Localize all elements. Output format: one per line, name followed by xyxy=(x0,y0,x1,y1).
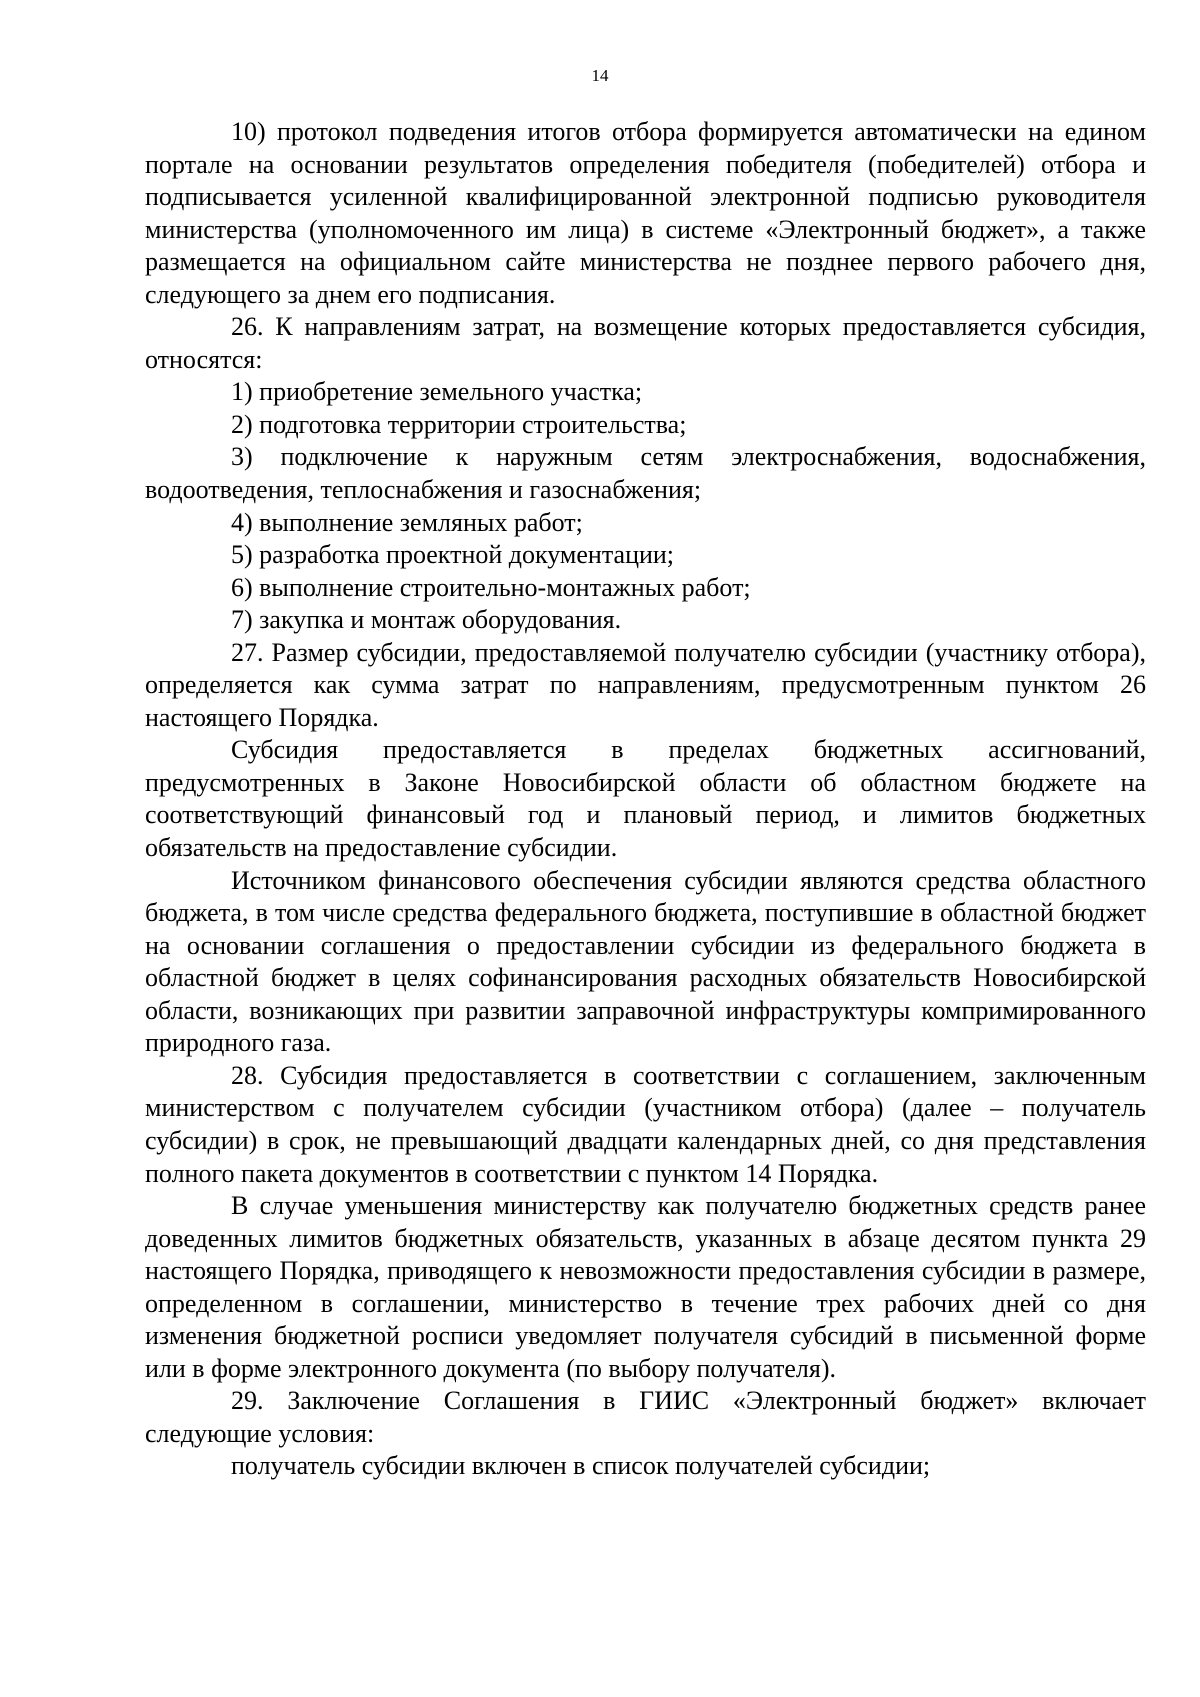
list-item-design-documentation: 5) разработка проектной документации; xyxy=(231,540,675,570)
paragraph-27-subsidy-amount: 27. Размер субсидии, предоставляемой получателю субсидии (участнику отбора), определяется как сумма затрат по направлениям, предусмотренным пунктом 26 настоящего Порядка. xyxy=(145,637,1146,732)
document-body xyxy=(145,116,1146,1483)
paragraph-item-10-protocol: 10) протокол подведения итогов отбора формируется автоматически на едином портале на основании результатов определения победителя (победителей) отбора и подписывается усиленной квалифицированной электронной подписью руководителя министерства (уполномоченного им лица) в системе «Электронный бюджет», а также размещается на официальном сайте министерства не позднее первого рабочего дня, следующего за днем его подписания. xyxy=(145,117,1146,309)
list-item-equipment: 7) закупка и монтаж оборудования. xyxy=(231,605,622,635)
list-item-utility-connection: 3) подключение к наружным сетям электроснабжения, водоснабжения, водоотведения, теплоснабжения и газоснабжения; xyxy=(145,442,1146,505)
paragraph-26-cost-directions: 26. К направлениям затрат, на возмещение которых предоставляется субсидия, относятся: xyxy=(145,312,1146,374)
list-item-earthworks: 4) выполнение земляных работ; xyxy=(231,507,583,537)
list-item-land-acquisition: 1) приобретение земельного участка; xyxy=(231,377,643,407)
paragraph-28-agreement: 28. Субсидия предоставляется в соответствии с соглашением, заключенным министерством с получателем субсидии (участником отбора) (далее – получатель субсидии) в срок, не превышающий двадцати календарных дней, со дня представления полного пакета документов в соответствии с пунктом 14 Порядка. xyxy=(145,1060,1146,1188)
list-item-construction-works: 6) выполнение строительно-монтажных работ; xyxy=(231,572,751,602)
page-number: 14 xyxy=(591,66,609,85)
list-item-site-preparation: 2) подготовка территории строительства; xyxy=(231,409,687,439)
list-item-recipient-included: получатель субсидии включен в список получателей субсидии; xyxy=(231,1451,931,1481)
paragraph-funding-source: Источником финансового обеспечения субсидии являются средства областного бюджета, в том числе средства федерального бюджета, поступившие в областной бюджет на основании соглашения о предоставлении субсидии из федерального бюджета в областной бюджет в целях софинансирования расходных обязательств Новосибирской области, возникающих при развитии заправочной инфраструктуры компримированного природного газа. xyxy=(145,865,1146,1058)
paragraph-budget-limits: Субсидия предоставляется в пределах бюджетных ассигнований, предусмотренных в Законе Новосибирской области об областном бюджете на соответствующий финансовый год и плановый период, и лимитов бюджетных обязательств на предоставление субсидии. xyxy=(145,735,1146,863)
paragraph-limit-reduction: В случае уменьшения министерству как получателю бюджетных средств ранее доведенных лимитов бюджетных обязательств, указанных в абзаце десятом пункта 29 настоящего Порядка, приводящего к невозможности предоставления субсидии в размере, определенном в соглашении, министерство в течение трех рабочих дней со дня изменения бюджетной росписи уведомляет получателя субсидий в письменной форме или в форме электронного документа (по выбору получателя). xyxy=(145,1191,1146,1383)
paragraph-29-agreement-conditions: 29. Заключение Соглашения в ГИИС «Электронный бюджет» включает следующие условия: xyxy=(145,1386,1146,1448)
